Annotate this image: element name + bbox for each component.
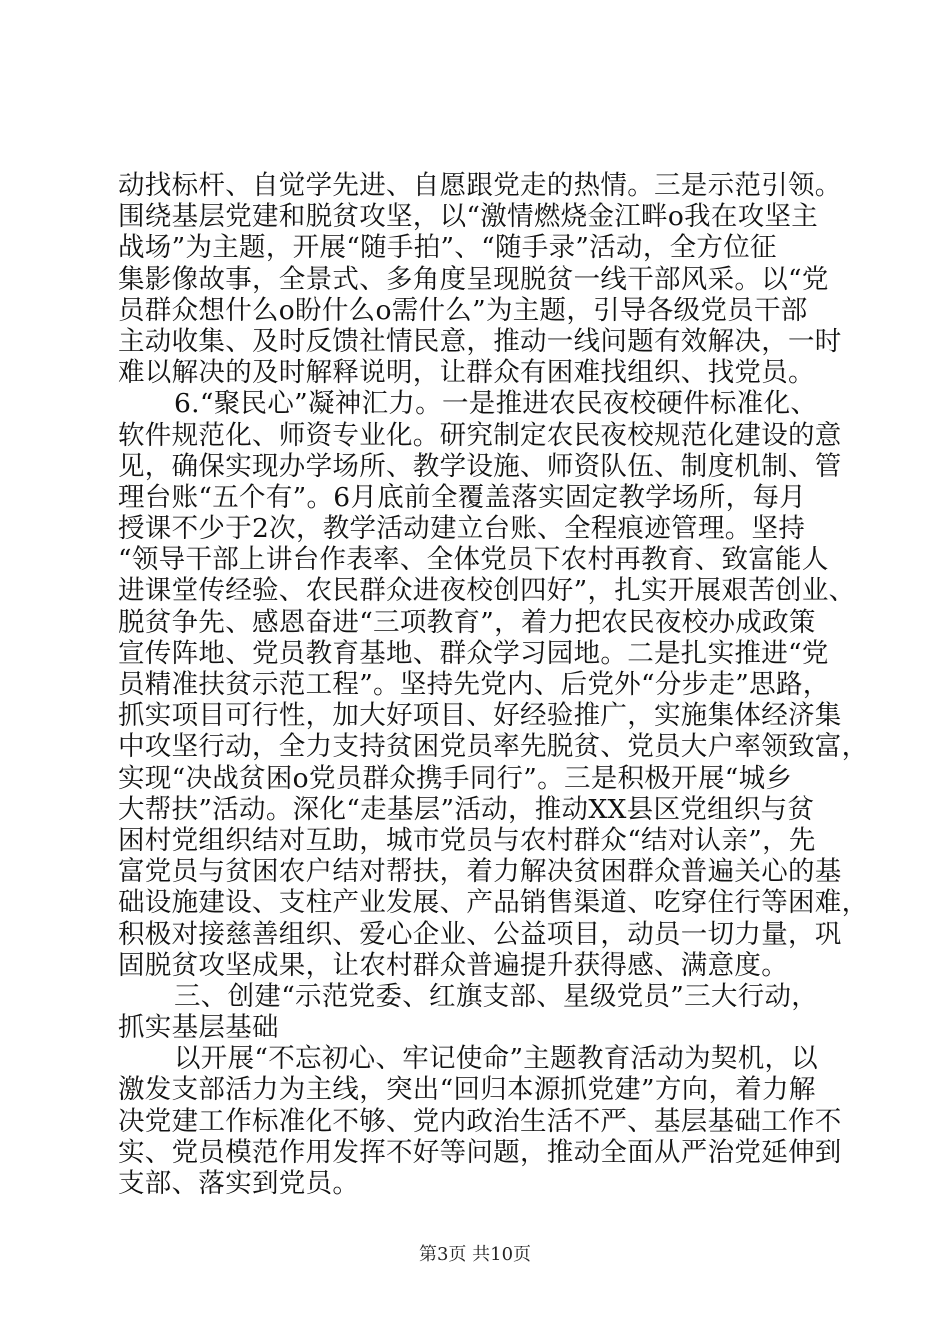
text-line: 支部、落实到党员。 bbox=[118, 1168, 360, 1199]
text-line: 脱贫争先、感恩奋进“三项教育”，着力把农民夜校办成政策 bbox=[118, 606, 816, 638]
text-line: 富党员与贫困农户结对帮扶，着力解决贫困群众普遍关心的基 bbox=[118, 856, 842, 888]
text-line: 围绕基层党建和脱贫攻坚，以“激情燃烧金江畔o我在攻坚主 bbox=[118, 201, 819, 233]
text-line: “领导干部上讲台作表率、全体党员下农村再教育、致富能人 bbox=[118, 544, 829, 576]
text-line: 难以解决的及时解释说明，让群众有困难找组织、找党员。 bbox=[118, 357, 815, 389]
paragraph-start-line: 6.“聚民心”凝神汇力。一是推进农民夜校硬件标准化、 bbox=[174, 388, 818, 420]
text-line: 困村党组织结对互助，城市党员与农村群众“结对认亲”，先 bbox=[118, 824, 816, 856]
text-line: 员精准扶贫示范工程”。坚持先党内、后党外“分步走”思路， bbox=[118, 669, 830, 700]
text-line: 理台账“五个有”。6月底前全覆盖落实固定教学场所，每月 bbox=[118, 481, 807, 513]
section-heading-line: 抓实基层基础 bbox=[118, 1012, 279, 1044]
text-line: 中攻坚行动，全力支持贫困党员率先脱贫、党员大户率领致富， bbox=[118, 731, 869, 763]
page-number-footer: 第3页 共10页 bbox=[418, 1244, 532, 1265]
text-line: 集影像故事，全景式、多角度呈现脱贫一线干部风采。以“党 bbox=[118, 263, 829, 295]
text-line: 宣传阵地、党员教育基地、群众学习园地。二是扎实推进“党 bbox=[118, 637, 829, 669]
text-line: 软件规范化、师资专业化。研究制定农民夜校规范化建设的意 bbox=[118, 419, 842, 451]
paragraph-start-line: 以开展“不忘初心、牢记使命”主题教育活动为契机，以 bbox=[174, 1043, 819, 1075]
text-line: 进课堂传经验、农民群众进夜校创四好”，扎实开展艰苦创业、 bbox=[118, 575, 856, 607]
text-line: 实现“决战贫困o党员群众携手同行”。三是积极开展“城乡 bbox=[118, 762, 793, 794]
text-line: 主动收集、及时反馈社情民意，推动一线问题有效解决，一时 bbox=[118, 325, 842, 357]
text-line: 础设施建设、支柱产业发展、产品销售渠道、吃穿住行等困难， bbox=[118, 887, 869, 919]
text-line: 战场”为主题，开展“随手拍”、“随手录”活动，全方位征 bbox=[118, 232, 777, 264]
section-heading-line: 三、创建“示范党委、红旗支部、星级党员”三大行动， bbox=[174, 980, 819, 1012]
text-line: 抓实项目可行性，加大好项目、好经验推广，实施集体经济集 bbox=[118, 700, 842, 732]
text-line: 员群众想什么o盼什么o需什么”为主题，引导各级党员干部 bbox=[118, 294, 808, 326]
text-line: 大帮扶”活动。深化“走基层”活动，推动XX县区党组织与贫 bbox=[118, 793, 815, 825]
text-line: 动找标杆、自觉学先进、自愿跟党走的热情。三是示范引领。 bbox=[118, 170, 842, 201]
text-line: 授课不少于2次，教学活动建立台账、全程痕迹管理。坚持 bbox=[118, 513, 806, 545]
text-line: 决党建工作标准化不够、党内政治生活不严、基层基础工作不 bbox=[118, 1105, 842, 1137]
text-line: 见，确保实现办学场所、教学设施、师资队伍、制度机制、管 bbox=[118, 450, 842, 482]
text-line: 固脱贫攻坚成果，让农村群众普遍提升获得感、满意度。 bbox=[118, 949, 788, 981]
document-body bbox=[118, 170, 869, 1199]
text-line: 积极对接慈善组织、爱心企业、公益项目，动员一切力量，巩 bbox=[118, 918, 842, 950]
text-line: 实、党员模范作用发挥不好等问题，推动全面从严治党延伸到 bbox=[118, 1136, 842, 1168]
text-line: 激发支部活力为主线，突出“回归本源抓党建”方向，着力解 bbox=[118, 1074, 816, 1106]
